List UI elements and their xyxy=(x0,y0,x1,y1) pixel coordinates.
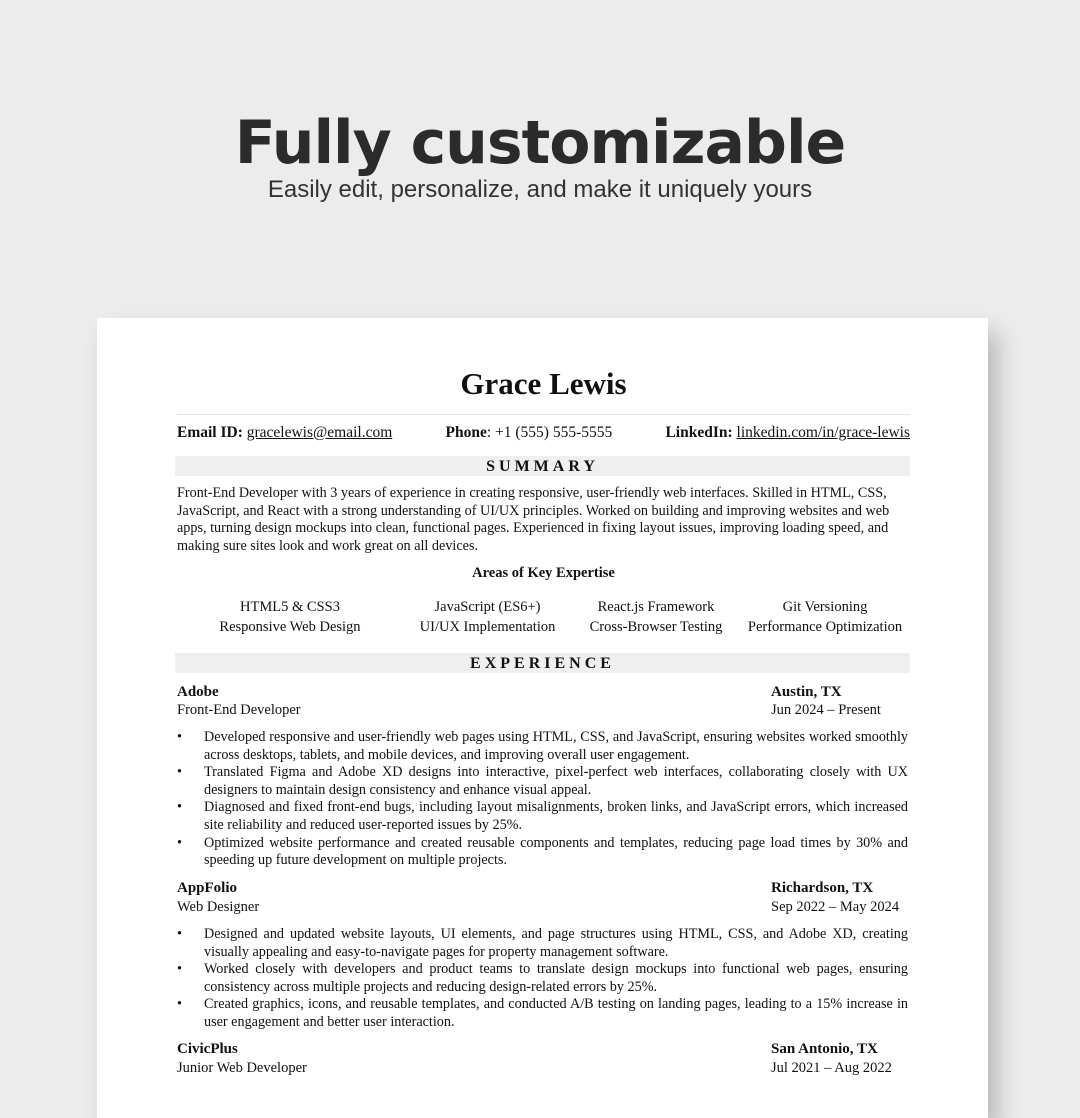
job-company: AppFolio xyxy=(177,880,238,896)
job-bullet: • Translated Figma and Adobe XD designs into interactive, pixel-perfect web interfaces, collaborating closely with UX designers to maintain design consistency and enhance visual appeal. xyxy=(177,764,908,799)
contact-line xyxy=(177,424,910,442)
linkedin-link[interactable]: linkedin.com/in/grace-lewis xyxy=(736,424,910,441)
job-dates: Sep 2022 – May 2024 xyxy=(771,899,900,915)
skill-item: React.js Framework xyxy=(597,599,715,615)
email-label: Email ID: xyxy=(177,424,243,441)
contact-linkedin xyxy=(665,424,910,442)
job-location: Austin, TX xyxy=(771,684,842,700)
email-link[interactable]: gracelewis@email.com xyxy=(246,424,393,441)
job-bullet: • Designed and updated website layouts, UI elements, and page structures using HTML, CSS, and Adobe XD, creating visually appealing and easy-to-navigate pages for property management software. xyxy=(177,926,908,961)
expertise-grid xyxy=(177,597,910,637)
job-role: Front-End Developer xyxy=(177,702,301,718)
job-bullet: • Worked closely with developers and product teams to translate design mockups into functional web pages, ensuring consistency across multiple projects and reducing design-related errors by 25%. xyxy=(177,961,908,996)
summary-text: Front-End Developer with 3 years of experience in creating responsive, user-friendly web interfaces. Skilled in HTML, CSS, JavaScript, and React with a strong understanding of UI/UX principles. Worked on building and improving websites and web apps, turning design mockups into clean, functional pages. Experienced in fixing layout issues, improving loading speed, and making sure sites look and work great on all devices. xyxy=(177,485,890,554)
skill-item: Git Versioning xyxy=(782,599,868,615)
banner-subtitle: Easily edit, personalize, and make it uniquely yours xyxy=(267,176,813,203)
resume-name: Grace Lewis xyxy=(460,366,627,401)
job-bullet: • Optimized website performance and created reusable components and templates, reducing page load times by 30% and speeding up future development on multiple projects. xyxy=(177,835,908,870)
linkedin-label: LinkedIn: xyxy=(665,424,733,441)
job-dates: Jul 2021 – Aug 2022 xyxy=(771,1060,892,1076)
job-dates: Jun 2024 – Present xyxy=(771,702,881,718)
resume-page xyxy=(97,318,988,1118)
contact-email xyxy=(177,424,392,442)
job-bullets xyxy=(177,729,908,870)
phone-label: Phone xyxy=(445,424,487,441)
job-company: Adobe xyxy=(177,684,219,700)
skill-item: Responsive Web Design xyxy=(219,619,361,635)
job-bullet: • Created graphics, icons, and reusable templates, and conducted A/B testing on landing pages, leading to a 15% increase in user engagement and better user interaction. xyxy=(177,996,908,1031)
experience-heading: EXPERIENCE xyxy=(175,653,910,673)
job-location: San Antonio, TX xyxy=(771,1041,878,1057)
job-bullets xyxy=(177,926,908,1032)
phone-value: : +1 (555) 555-5555 xyxy=(486,424,613,441)
banner-title: Fully customizable xyxy=(234,108,846,178)
skill-item: UI/UX Implementation xyxy=(419,619,556,635)
job-role: Junior Web Developer xyxy=(177,1060,307,1076)
job-bullet: • Diagnosed and fixed front-end bugs, including layout misalignments, broken links, and JavaScript errors, which increased site reliability and reduced user-reported issues by 25%. xyxy=(177,799,908,834)
skill-item: JavaScript (ES6+) xyxy=(434,599,541,615)
name-divider xyxy=(177,414,910,415)
skill-item: HTML5 & CSS3 xyxy=(240,599,340,615)
job-location: Richardson, TX xyxy=(771,880,874,896)
contact-phone xyxy=(445,424,612,442)
expertise-title: Areas of Key Expertise xyxy=(472,565,615,581)
job-role: Web Designer xyxy=(177,899,260,915)
job-bullet: • Developed responsive and user-friendly web pages using HTML, CSS, and JavaScript, ensuring websites worked smoothly across desktops, tablets, and mobile devices, and improving overall user engagement. xyxy=(177,729,908,764)
skill-item: Performance Optimization xyxy=(747,619,903,635)
summary-heading: SUMMARY xyxy=(175,456,910,476)
skill-item: Cross-Browser Testing xyxy=(589,619,723,635)
job-company: CivicPlus xyxy=(177,1041,238,1057)
